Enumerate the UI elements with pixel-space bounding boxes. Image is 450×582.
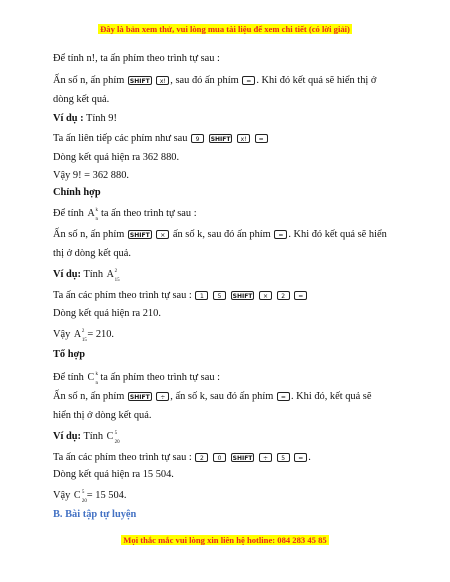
factorial-example: Ví dụ : Tính 9! [53,113,117,124]
equals-key-icon: = [277,392,290,401]
combination-keys: Ta ấn các phím theo trình tự sau : 2 0 SHIFT ÷ 5 = . [53,452,311,463]
times-key-icon: × [259,291,272,300]
five-key-icon: 5 [213,291,226,300]
factorial-step-cont: dòng kết quả. [53,94,110,105]
equals-key-icon: = [242,76,255,85]
permutation-keys: Ta ấn các phím theo trình tự sau : 1 5 SHIFT × 2 = [53,289,308,302]
two-key-icon: 2 [277,291,290,300]
zero-key-icon: 0 [213,453,226,462]
combination-heading: Tổ hợp [53,349,86,360]
divide-key-icon: ÷ [156,392,169,401]
section-b-heading: B. Bài tập tự luyện [53,509,137,520]
equals-key-icon: = [294,291,307,300]
factorial-keys: Ta ấn liên tiếp các phím như sau 9 SHIFT x! = [53,132,269,145]
shift-key-icon: SHIFT [232,455,253,463]
permutation-conclusion: Vậy A 2 15 = 210. [53,329,115,343]
permutation-symbol: A k n [87,208,98,222]
combination-conclusion: Vậy C 5 20 = 15 504. [53,490,127,504]
five-key-icon: 5 [277,453,290,462]
permutation-result: Dòng kết quả hiện ra 210. [53,308,161,319]
equals-key-icon: = [255,134,268,143]
combination-example-symbol: C 5 20 [106,431,120,445]
footer-banner-text: Mọi thắc mắc vui lòng xin liên hệ hotline: 084 283 45 85 [123,535,327,545]
factorial-intro: Để tính n!, ta ấn phím theo trình tự sau : [53,53,220,64]
shift-key-icon: SHIFT [129,232,150,240]
permutation-intro: Để tính A k n ta ấn theo trình tự sau : [53,208,197,222]
footer-banner [0,535,450,545]
permutation-conclusion-symbol: A 2 15 [73,329,87,343]
shift-key-icon: SHIFT [129,78,150,86]
nine-key-icon: 9 [191,134,204,143]
shift-key-icon: SHIFT [210,136,231,144]
combination-example: Ví dụ: Tính C 5 20 [53,431,120,445]
permutation-example-symbol: A 2 15 [106,269,120,283]
shift-key-icon: SHIFT [232,293,253,301]
combination-symbol: C k n [87,372,98,386]
combination-step-cont: hiển thị ở dòng kết quả. [53,410,152,421]
header-banner-text: Đây là bản xem thử, vui lòng mua tài liệu để xem chi tiết (có lời giải) [100,24,350,34]
factorial-result: Dòng kết quả hiện ra 362 880. [53,152,180,163]
factorial-key-icon: x! [237,134,250,143]
permutation-heading: Chỉnh hợp [53,187,101,198]
times-key-icon: × [156,230,169,239]
equals-key-icon: = [294,453,307,462]
factorial-step: Ấn số n, ấn phím SHIFT x! , sau đó ấn phím = . Khi đó kết quả sẽ hiển thị ở [53,75,377,86]
permutation-step-cont: thị ở dòng kết quả. [53,248,131,259]
equals-key-icon: = [274,230,287,239]
header-banner [0,24,450,34]
shift-key-icon: SHIFT [129,394,150,402]
factorial-key-icon: x! [156,76,169,85]
combination-conclusion-symbol: C 5 20 [73,490,87,504]
two-key-icon: 2 [195,453,208,462]
permutation-step: Ấn số n, ấn phím SHIFT × ấn số k, sau đó ấn phím = . Khi đó kết quả sẽ hiển [53,229,387,240]
combination-step: Ấn số n, ấn phím SHIFT ÷ , ấn số k, sau đó ấn phím = . Khi đó, kết quả sẽ [53,391,372,402]
factorial-conclusion: Vậy 9! = 362 880. [53,170,129,181]
combination-result: Dòng kết quả hiện ra 15 504. [53,469,174,480]
one-key-icon: 1 [195,291,208,300]
divide-key-icon: ÷ [259,453,272,462]
combination-intro: Để tính C k n ta ấn phím theo trình tự sau : [53,372,220,386]
permutation-example: Ví dụ: Tính A 2 15 [53,269,120,283]
